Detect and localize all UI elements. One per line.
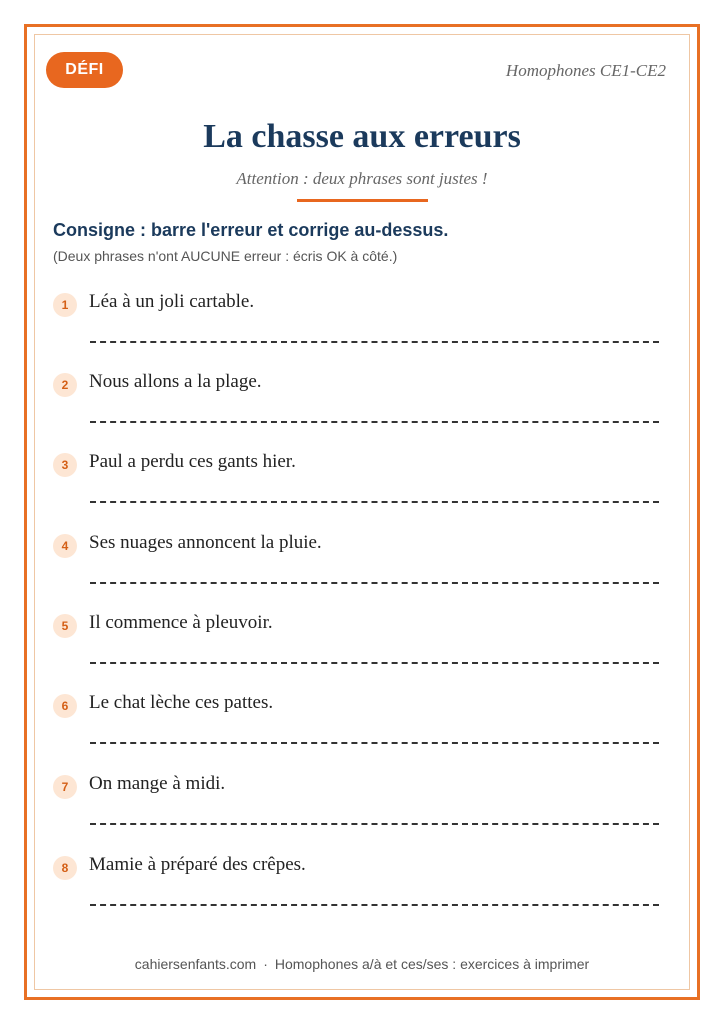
item-number-badge: 3 — [53, 453, 77, 477]
answer-line[interactable] — [90, 582, 659, 584]
footer-separator: · — [263, 956, 268, 972]
instruction-text: Consigne : barre l'erreur et corrige au-dessus. — [53, 220, 449, 240]
item-sentence: Paul a perdu ces gants hier. — [89, 451, 296, 472]
answer-line[interactable] — [90, 341, 659, 343]
item-sentence: Nous allons a la plage. — [89, 371, 262, 392]
item-number-badge: 4 — [53, 534, 77, 558]
exercise-item-4 — [0, 534, 724, 614]
item-number-badge: 5 — [53, 614, 77, 638]
item-sentence: Mamie à préparé des crêpes. — [89, 854, 306, 875]
page-subtitle: Attention : deux phrases sont justes ! — [236, 169, 488, 188]
exercise-item-3 — [0, 453, 724, 533]
item-number-badge: 1 — [53, 293, 77, 317]
item-sentence: On mange à midi. — [89, 773, 226, 794]
item-sentence: Il commence à pleuvoir. — [89, 612, 273, 633]
footer-site: cahiersenfants.com — [134, 956, 257, 972]
footer-description: Homophones a/à et ces/ses : exercices à imprimer — [274, 956, 590, 972]
title-underline — [297, 199, 428, 202]
answer-line[interactable] — [90, 421, 659, 423]
answer-line[interactable] — [90, 501, 659, 503]
item-number-badge: 8 — [53, 856, 77, 880]
item-sentence: Le chat lèche ces pattes. — [89, 692, 274, 713]
page-title: La chasse aux erreurs — [203, 118, 521, 155]
item-number-badge: 6 — [53, 694, 77, 718]
exercise-item-7 — [0, 775, 724, 855]
page-footer — [0, 956, 724, 972]
instruction-note: (Deux phrases n'ont AUCUNE erreur : écris OK à côté.) — [53, 248, 398, 264]
exercise-item-5 — [0, 614, 724, 694]
item-sentence: Léa à un joli cartable. — [89, 291, 255, 312]
answer-line[interactable] — [90, 904, 659, 906]
exercise-item-2 — [0, 373, 724, 453]
answer-line[interactable] — [90, 823, 659, 825]
level-label: Homophones CE1-CE2 — [505, 61, 666, 80]
exercise-item-1 — [0, 293, 724, 373]
defi-badge: DÉFI — [46, 52, 123, 88]
item-number-badge: 7 — [53, 775, 77, 799]
exercise-item-6 — [0, 694, 724, 774]
exercise-item-8 — [0, 856, 724, 936]
answer-line[interactable] — [90, 742, 659, 744]
item-sentence: Ses nuages annoncent la pluie. — [89, 532, 322, 553]
answer-line[interactable] — [90, 662, 659, 664]
item-number-badge: 2 — [53, 373, 77, 397]
